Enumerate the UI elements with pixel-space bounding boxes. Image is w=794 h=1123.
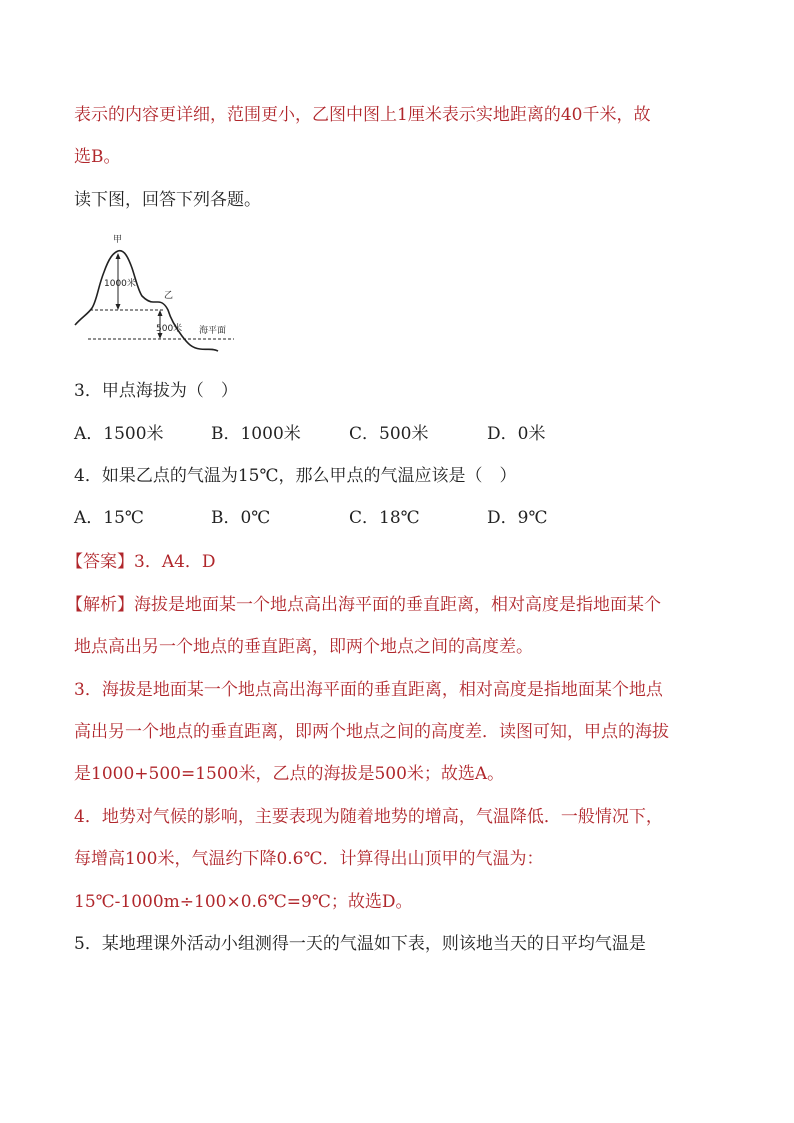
label-jia: 甲: [113, 235, 123, 245]
explain3-line-2: 高出另一个地点的垂直距离，即两个地点之间的高度差．读图可知，甲点的海拔: [74, 722, 669, 742]
label-1000: 1000米: [104, 279, 136, 289]
answer-text: 3．A4．D: [134, 552, 216, 572]
q4-option-b: B．0℃: [211, 508, 271, 528]
q3-option-d: D．0米: [487, 424, 546, 444]
q3-option-a: A．1500米: [74, 424, 164, 444]
q4-stem: 4．如果乙点的气温为15℃，那么甲点的气温应该是（ ）: [74, 466, 517, 486]
analysis-tag: 【解析】: [66, 595, 134, 615]
label-yi: 乙: [164, 291, 174, 301]
intro-line-1: 表示的内容更详细，范围更小，乙图中图上1厘米表示实地距离的40千米，故: [74, 105, 651, 125]
mountain-figure: [72, 232, 238, 358]
explain3-line-3: 是1000+500=1500米，乙点的海拔是500米；故选A。: [74, 764, 505, 784]
q4-option-a: A．15℃: [74, 508, 144, 528]
answer-line: [66, 551, 720, 573]
mountain-profile: [75, 251, 218, 351]
q4-option-c: C．18℃: [349, 508, 420, 528]
q3-stem: 3．甲点海拔为（ ）: [74, 381, 238, 401]
label-sea: 海平面: [199, 326, 227, 336]
q3-option-c: C．500米: [349, 424, 429, 444]
explain3-line-1: 3．海拔是地面某一个地点高出海平面的垂直距离，相对高度是指地面某个地点: [74, 680, 663, 700]
explain4-line-3: 15℃-1000m÷100×0.6℃=9℃；故选D。: [74, 892, 413, 912]
label-500: 500米: [156, 324, 183, 334]
q3-option-b: B．1000米: [211, 424, 301, 444]
prompt: 读下图，回答下列各题。: [74, 190, 261, 210]
q4-option-d: D．9℃: [487, 508, 548, 528]
explain4-line-2: 每增高100米，气温约下降0.6℃．计算得出山顶甲的气温为：: [74, 849, 544, 869]
analysis-line-1: [66, 594, 720, 616]
explain4-line-1: 4．地势对气候的影响，主要表现为随着地势的增高，气温降低．一般情况下，: [74, 807, 663, 827]
q5-stem: 5．某地理课外活动小组测得一天的气温如下表，则该地当天的日平均气温是: [74, 934, 646, 954]
analysis-line-2: 地点高出另一个地点的垂直距离，即两个地点之间的高度差。: [74, 637, 533, 657]
analysis-text-1: 海拔是地面某一个地点高出海平面的垂直距离，相对高度是指地面某个: [134, 595, 661, 615]
answer-tag: 【答案】: [66, 552, 134, 572]
intro-line-2: 选B。: [74, 147, 121, 167]
